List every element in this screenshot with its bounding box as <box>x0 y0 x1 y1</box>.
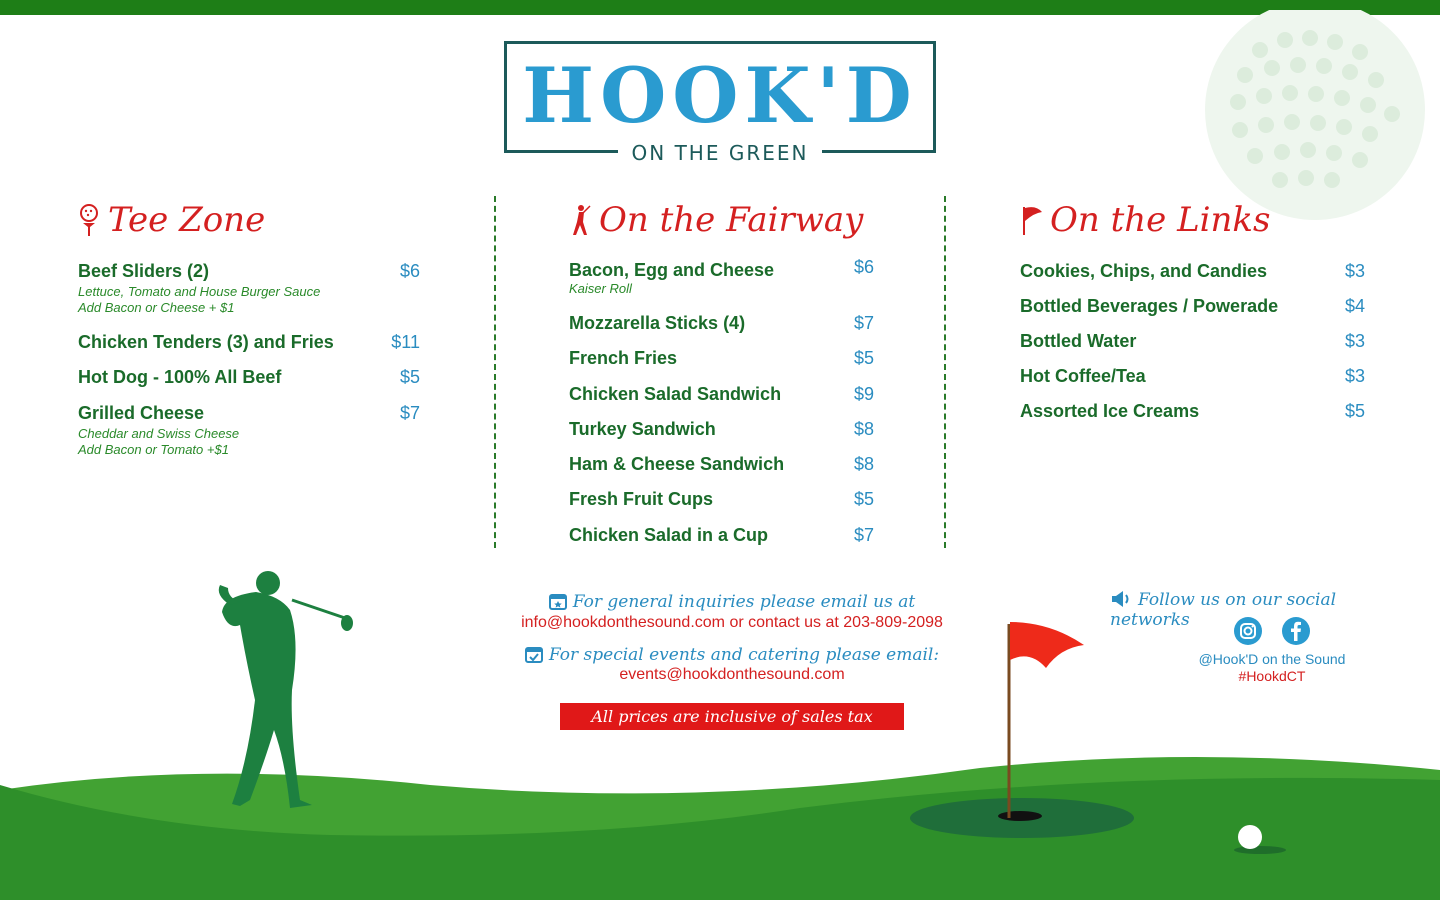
flag-icon <box>1020 203 1044 237</box>
item-name: Chicken Salad Sandwich <box>569 384 782 404</box>
brand-title: HOOK'D <box>522 51 918 140</box>
golf-ball-icon <box>1238 825 1262 849</box>
item-name: Turkey Sandwich <box>569 419 716 439</box>
item-name: Hot Dog - 100% All Beef <box>78 367 282 387</box>
social-hashtag[interactable]: #HookdCT <box>1238 668 1306 684</box>
item-price: $8 <box>853 454 874 474</box>
menu-item <box>78 260 423 316</box>
item-price: $7 <box>853 525 874 545</box>
item-name: Fresh Fruit Cups <box>569 489 714 509</box>
section-title: Tee Zone <box>108 200 266 240</box>
menu-item <box>569 259 874 297</box>
menu-item <box>1020 330 1365 352</box>
social-title-label: Follow us on our social networks <box>1110 590 1337 630</box>
tee-icon <box>78 203 102 237</box>
general-inquiries-label: For general inquiries please email us at <box>572 592 916 612</box>
menu-item <box>569 453 874 475</box>
item-price: $5 <box>853 489 874 509</box>
events-text <box>470 645 994 665</box>
item-description: Cheddar and Swiss Cheese <box>78 426 240 441</box>
menu-section-tee-zone <box>78 195 423 458</box>
menu-item <box>78 366 423 388</box>
item-name: French Fries <box>569 348 678 368</box>
general-contact-link[interactable]: info@hookdonthesound.com or contact us at 203-809-2098 <box>521 614 943 631</box>
item-name: Assorted Ice Creams <box>1020 401 1200 421</box>
megaphone-icon <box>1110 590 1132 608</box>
item-price: $8 <box>853 419 874 439</box>
item-price: $7 <box>399 403 420 423</box>
item-price: $6 <box>853 257 874 277</box>
column-divider <box>944 196 946 548</box>
item-description: Add Bacon or Tomato +$1 <box>78 442 229 457</box>
item-name: Grilled Cheese <box>78 403 205 423</box>
item-price: $5 <box>1344 401 1365 421</box>
item-price: $5 <box>853 348 874 368</box>
item-name: Chicken Tenders (3) and Fries <box>78 332 334 352</box>
item-name: Bottled Beverages / Powerade <box>1020 296 1279 316</box>
item-price: $3 <box>1344 331 1365 351</box>
calendar-icon <box>549 592 567 610</box>
tax-note: All prices are inclusive of sales tax <box>560 703 904 730</box>
facebook-icon[interactable] <box>1282 617 1310 645</box>
menu-item <box>1020 260 1365 282</box>
item-price: $6 <box>399 261 420 281</box>
social-icons <box>1234 617 1310 645</box>
item-name: Beef Sliders (2) <box>78 261 210 281</box>
item-name: Bottled Water <box>1020 331 1137 351</box>
item-price: $5 <box>399 367 420 387</box>
events-label: For special events and catering please email: <box>548 645 940 665</box>
column-divider <box>494 196 496 548</box>
menu-item <box>1020 365 1365 387</box>
menu-item <box>569 347 874 369</box>
general-inquiries-text <box>470 592 994 612</box>
item-price: $11 <box>391 332 420 352</box>
brand-subtitle: ON THE GREEN <box>618 141 823 165</box>
golfer-silhouette-icon <box>219 571 353 808</box>
menu-item <box>1020 295 1365 317</box>
item-description: Lettuce, Tomato and House Burger Sauce <box>78 284 321 299</box>
menu-item <box>1020 400 1365 422</box>
instagram-icon[interactable] <box>1234 617 1262 645</box>
item-name: Ham & Cheese Sandwich <box>569 454 785 474</box>
item-price: $7 <box>853 313 874 333</box>
menu-section-on-the-links <box>1020 195 1365 422</box>
item-name: Cookies, Chips, and Candies <box>1020 261 1268 281</box>
item-price: $9 <box>853 384 874 404</box>
menu-item <box>569 383 874 405</box>
golf-ball-background-icon <box>1200 10 1430 220</box>
item-description: Add Bacon or Cheese + $1 <box>78 300 235 315</box>
section-title: On the Fairway <box>599 200 864 240</box>
menu-item <box>78 331 423 353</box>
calendar-check-icon <box>525 645 543 663</box>
item-name: Bacon, Egg and Cheese <box>569 260 775 280</box>
item-name: Mozzarella Sticks (4) <box>569 313 746 333</box>
menu-item <box>569 312 874 334</box>
social-handle[interactable]: @Hook'D on the Sound <box>1198 651 1346 667</box>
menu-item <box>569 418 874 440</box>
item-price: $3 <box>1344 366 1365 386</box>
golfer-icon <box>569 203 593 237</box>
item-name: Chicken Salad in a Cup <box>569 525 769 545</box>
item-price: $4 <box>1344 296 1365 316</box>
menu-item <box>78 402 423 458</box>
brand-logo <box>504 41 936 165</box>
item-price: $3 <box>1344 261 1365 281</box>
events-email-link[interactable]: events@hookdonthesound.com <box>619 666 845 683</box>
menu-section-on-the-fairway <box>569 195 874 546</box>
section-title: On the Links <box>1050 200 1271 240</box>
menu-item <box>569 488 874 510</box>
menu-item <box>569 524 874 546</box>
item-name: Hot Coffee/Tea <box>1020 366 1146 386</box>
item-description: Kaiser Roll <box>569 281 632 296</box>
